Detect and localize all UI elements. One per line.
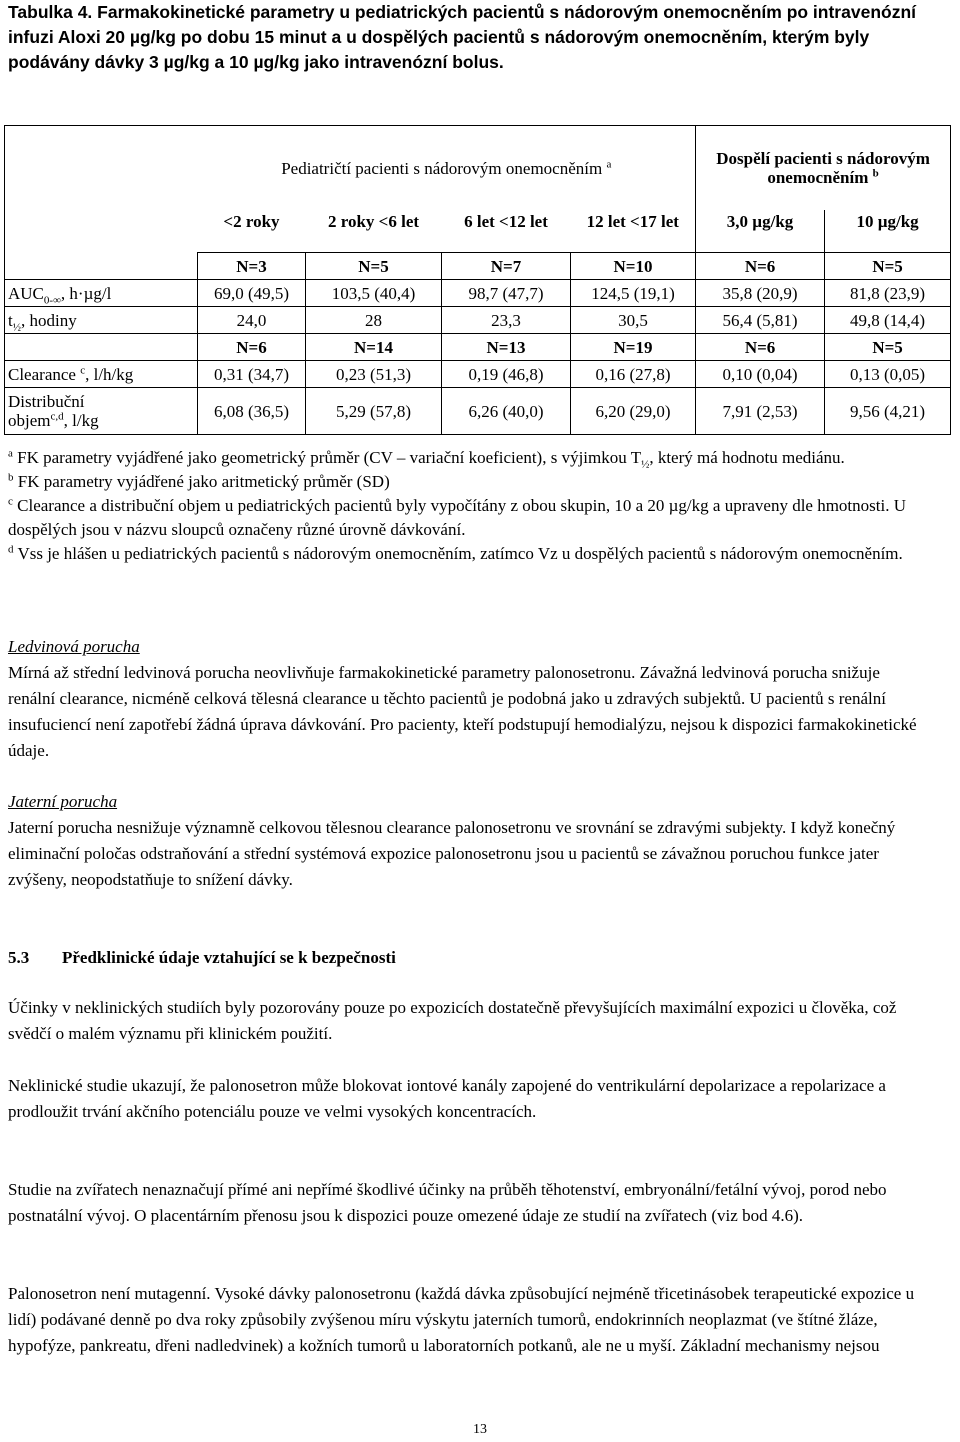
table-cell: 0,19 (46,8) xyxy=(442,361,571,388)
footnote-subscript: ½ xyxy=(641,458,650,471)
paragraph: Účinky v neklinických studiích byly pozorovány pouze po expozicích dostatečně převyšujících maximální expozici u člověka, což svědčí o malém významu při klinickém použití. xyxy=(8,998,897,1043)
n-count-cell: N=10 xyxy=(571,253,696,280)
adult-group-header xyxy=(696,126,951,211)
pharmacokinetic-table xyxy=(4,125,951,435)
group-header: 10 µg/kg xyxy=(825,210,951,253)
n-count-cell: N=19 xyxy=(571,334,696,361)
table-footnotes xyxy=(8,446,908,566)
table-cell: 28 xyxy=(306,307,442,334)
n-count-cell: N=6 xyxy=(696,253,825,280)
row-label-empty xyxy=(5,334,198,361)
footnote-text: FK parametry vyjádřené jako geometrický průměr (CV – variační koeficient), s výjimkou T xyxy=(12,448,642,467)
renal-paragraph: Mírná až střední ledvinová porucha neovlivňuje farmakokinetické parametry palonosetronu. Závažná ledvinová porucha snižuje renální clearance, nicméně celková tělesná clearance u těchto pacientů je podobná jako u zdravých subjektů. U pacientů s renální insufuciencí není zapotřebí žádná úprava dávkování. Pro pacienty, kteří podstupují hemodialýzu, nejsou k dispozici farmakokinetické údaje. xyxy=(8,663,917,760)
table-cell: 98,7 (47,7) xyxy=(442,280,571,307)
table-cell: 5,29 (57,8) xyxy=(306,388,442,435)
footnote-text: FK parametry vyjádřené jako aritmetický průměr (SD) xyxy=(13,472,390,491)
pediatric-header-footnote: a xyxy=(606,157,612,170)
table-cell: 49,8 (14,4) xyxy=(825,307,951,334)
footnote-c xyxy=(8,494,908,542)
paragraph: Studie na zvířatech nenaznačují přímé ani nepřímé škodlivé účinky na průběh těhotenství, embryonální/fetální vývoj, porod nebo postnatální vývoj. O placentárním přenosu jsou k dispozici pouze omezené údaje ze studií na zvířatech (viz bod 4.6). xyxy=(8,1180,887,1225)
table-cell: 124,5 (19,1) xyxy=(571,280,696,307)
table-row xyxy=(5,334,951,361)
volume-unit: , l/kg xyxy=(63,411,99,430)
row-label-auc xyxy=(5,280,198,307)
table-row xyxy=(5,280,951,307)
n-count-cell: N=14 xyxy=(306,334,442,361)
n-count-cell: N=6 xyxy=(198,334,306,361)
hepatic-heading: Jaterní porucha xyxy=(8,792,118,811)
table-caption: Tabulka 4. Farmakokinetické parametry u pediatrických pacientů s nádorovým onemocněním po intravenózní infuzi Aloxi 20 µg/kg po dobu 15 minut a u dospělých pacientů s nádorovým onemocněním, kterým byly podávány dávky 3 µg/kg a 10 µg/kg jako intravenózní bolus. xyxy=(8,2,917,72)
clearance-label: Clearance xyxy=(8,364,76,384)
hepatic-paragraph: Jaterní porucha nesnižuje významně celkovou tělesnou clearance palonosetronu ve srovnání se zdravými subjekty. I když konečný eliminační poločas odstraňování a střední systémová expozice palonosetronu jsou u pacientů se závažnou poruchou funkce jater zvýšeny, neopodstatňuje to snížení dávky. xyxy=(8,818,896,889)
table-cell: 6,26 (40,0) xyxy=(442,388,571,435)
table-cell: 81,8 (23,9) xyxy=(825,280,951,307)
n-count-cell: N=6 xyxy=(696,334,825,361)
pediatric-header-text: Pediatričtí pacienti s nádorovým onemocněním xyxy=(281,158,603,178)
footnote-mark: d xyxy=(8,543,14,556)
volume-footnote: c,d xyxy=(50,410,64,423)
section-number: 5.3 xyxy=(8,948,30,967)
table-cell: 56,4 (5,81) xyxy=(696,307,825,334)
table-cell: 24,0 xyxy=(198,307,306,334)
group-header: 12 let <17 let xyxy=(571,210,696,253)
group-header: 3,0 µg/kg xyxy=(696,210,825,253)
clearance-footnote: c xyxy=(80,363,86,376)
table-subheader-row xyxy=(5,210,951,253)
renal-section xyxy=(8,634,928,764)
table-cell: 0,23 (51,3) xyxy=(306,361,442,388)
footnote-mark: c xyxy=(8,495,13,508)
half-life-subscript: ½ xyxy=(12,320,21,333)
group-header: 2 roky <6 let xyxy=(306,210,442,253)
footnote-text: Clearance a distribuční objem u pediatrických pacientů byly vypočítány z obou skupin, 10 a 20 µg/kg a upraveny dle hmotnosti. U dospělých jsou v názvu sloupců označeny různé úrovně dávkování. xyxy=(8,496,906,539)
n-count-cell: N=7 xyxy=(442,253,571,280)
table-cell: 0,13 (0,05) xyxy=(825,361,951,388)
volume-label-line2: objem xyxy=(8,411,51,430)
table-cell: 0,10 (0,04) xyxy=(696,361,825,388)
row-label-clearance xyxy=(5,361,198,388)
footnote-text: , který má hodnotu mediánu. xyxy=(649,448,845,467)
table-row xyxy=(5,307,951,334)
table-row xyxy=(5,388,951,435)
table-cell: 9,56 (4,21) xyxy=(825,388,951,435)
hepatic-section xyxy=(8,789,928,893)
group-header: 6 let <12 let xyxy=(442,210,571,253)
volume-label-line1: Distribuční xyxy=(8,392,85,411)
half-life-label: t xyxy=(8,310,13,330)
paragraph: Palonosetron není mutagenní. Vysoké dávky palonosetronu (každá dávka způsobující nejméně třicetinásobek terapeutické expozice u lidí) podávané denně po dva roky způsobily zvýšenou míru výskytu jaterních tumorů, endokrinních neoplazmat (ve štítné žláze, hypofýze, pankreatu, dřeni nadledvinek) a kožních tumorů u laboratorních potkanů, ale ne u myší. Základní mechanismy nejsou xyxy=(8,1284,915,1355)
table-cell: 23,3 xyxy=(442,307,571,334)
table-cell: 35,8 (20,9) xyxy=(696,280,825,307)
adult-header-footnote: b xyxy=(872,167,879,180)
table-cell: 103,5 (40,4) xyxy=(306,280,442,307)
page-number: 13 xyxy=(473,1422,487,1437)
table-cell: 69,0 (49,5) xyxy=(198,280,306,307)
footnote-b xyxy=(8,470,908,494)
pediatric-group-header xyxy=(198,126,696,211)
auc-label: AUC xyxy=(8,283,44,303)
auc-unit: , h·µg/l xyxy=(60,283,112,303)
footnote-mark: a xyxy=(8,447,13,460)
table-row xyxy=(5,361,951,388)
footnote-mark: b xyxy=(8,471,14,484)
row-label-empty xyxy=(5,253,198,280)
footnote-a xyxy=(8,446,908,470)
n-count-cell: N=5 xyxy=(825,334,951,361)
section-title: Předklinické údaje vztahující se k bezpečnosti xyxy=(62,948,396,967)
footnote-d xyxy=(8,542,908,566)
group-header: <2 roky xyxy=(198,210,306,253)
section-heading xyxy=(8,945,396,971)
n-count-cell: N=5 xyxy=(306,253,442,280)
half-life-unit: , hodiny xyxy=(20,310,77,330)
n-count-cell: N=3 xyxy=(198,253,306,280)
table-cell: 6,08 (36,5) xyxy=(198,388,306,435)
clearance-unit: , l/h/kg xyxy=(85,364,134,384)
n-count-cell: N=13 xyxy=(442,334,571,361)
auc-subscript: 0-∞ xyxy=(43,293,61,306)
table-corner-cell-2 xyxy=(5,210,198,253)
table-cell: 30,5 xyxy=(571,307,696,334)
paragraph: Neklinické studie ukazují, že palonosetron může blokovat iontové kanály zapojené do ventrikulární depolarizace a repolarizace a prodloužit trvání akčního potenciálu pouze ve velmi vysokých koncentracích. xyxy=(8,1076,886,1121)
table-header-row xyxy=(5,126,951,211)
table-cell: 7,91 (2,53) xyxy=(696,388,825,435)
n-count-cell: N=5 xyxy=(825,253,951,280)
table-cell: 6,20 (29,0) xyxy=(571,388,696,435)
footnote-text: Vss je hlášen u pediatrických pacientů s nádorovým onemocněním, zatímco Vz u dospělých pacientů s nádorovým onemocněním. xyxy=(13,544,903,563)
row-label-volume xyxy=(5,388,198,435)
table-row xyxy=(5,253,951,280)
renal-heading: Ledvinová porucha xyxy=(8,637,140,656)
row-label-half-life xyxy=(5,307,198,334)
table-cell: 0,31 (34,7) xyxy=(198,361,306,388)
adult-header-text: Dospělí pacienti s nádorovým onemocněním xyxy=(716,149,930,187)
table-cell: 0,16 (27,8) xyxy=(571,361,696,388)
table-corner-cell xyxy=(5,126,198,211)
